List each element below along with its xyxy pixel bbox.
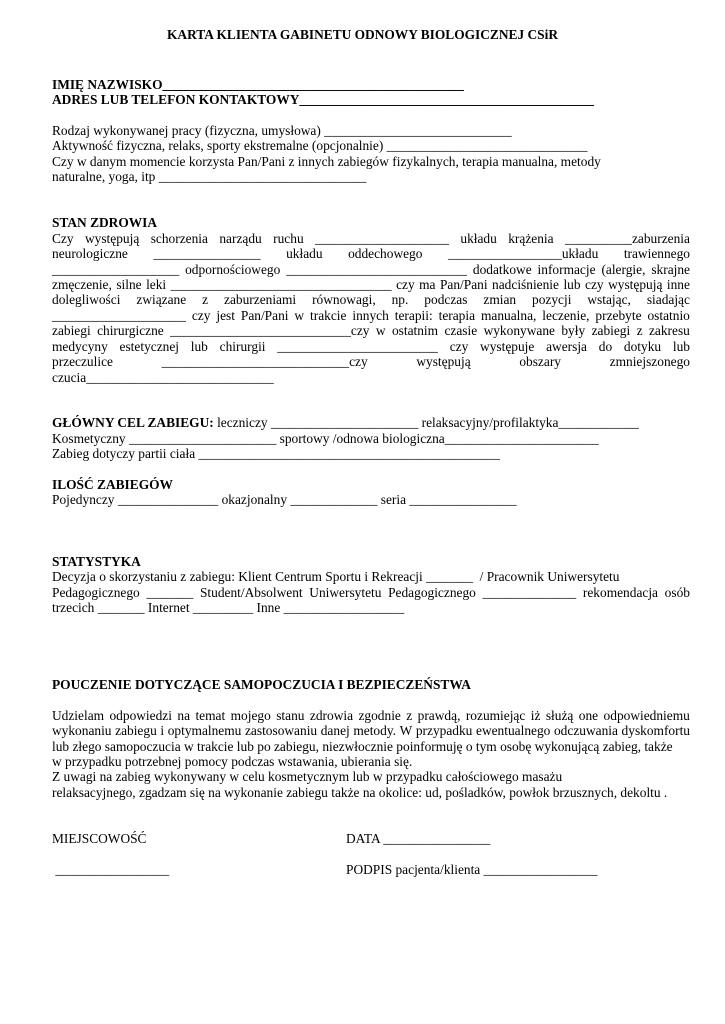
client-contact-line: ADRES LUB TELEFON KONTAKTOWY____________________________________________ [52,92,594,107]
health-word: pozycji [532,292,572,307]
health-word: wykonywane [483,323,555,338]
health-word: w [294,308,305,323]
health-word: czasie [444,323,478,338]
health-line [52,277,690,292]
health-word: leczenie, [542,308,590,323]
health-word: narządu [219,231,262,246]
health-word: dodatkowe [472,262,532,277]
health-word: przeczulice [52,354,113,369]
health-heading: STAN ZDROWIA [52,215,158,230]
safety-word: zgodnie [358,708,401,723]
stats-line-1: Decyzja o skorzystaniu z zabiegu: Klient Centrum Sportu i Rekreacji _______ / Pracownik Uniwersytetu [52,569,620,584]
health-word: czy [396,277,415,292]
health-word: były [561,323,586,338]
health-line [52,292,690,307]
health-word: ma [419,277,436,292]
safety-word: metody. [353,723,396,738]
health-word: jest [216,308,235,323]
health-word: Pan/Pani [240,308,289,323]
goal-heading: GŁÓWNY CEL ZABIEGU: [52,415,214,430]
health-word: estetycznej [119,339,180,354]
health-word: zmęczenie, [52,277,112,292]
place-label: MIEJSCOWOŚĆ [52,831,147,846]
health-word: awersja [546,339,587,354]
health-word: odpornościowego [185,262,281,277]
goal-line-3: Zabieg dotyczy partii ciała _____________________________________________ [52,446,500,461]
health-word: lub [190,339,208,354]
health-word: neurologiczne [52,246,128,261]
health-line [52,339,690,354]
health-word: obszary [519,354,561,369]
health-word: wstając, [587,292,631,307]
safety-line-6: relaksacyjnego, zgadzam się na wykonanie zabiegu także na okolice: ud, pośladków, powłok brzusznych, dekoltu . [52,785,668,800]
health-word: zmniejszonego [609,354,690,369]
safety-line [52,723,690,738]
safety-word: zdrowia [309,708,354,723]
stats-word: rekomendacja [582,585,658,600]
safety-word: rozumiejąc [465,708,526,723]
safety-word: służą [545,708,574,723]
safety-word: one [578,708,599,723]
health-word: zakresu [648,323,690,338]
health-word: innych [352,308,389,323]
safety-word: iż [530,708,541,723]
stats-line-2-text [52,585,690,600]
health-word: występują [608,277,663,292]
health-word: ostatnio [647,308,690,323]
health-word: schorzenia [150,231,208,246]
safety-word: odczuwania [553,723,618,738]
stats-word: ______________ [482,585,577,600]
safety-word: na [177,708,191,723]
safety-word: zastosowaniu [244,723,318,738]
health-word: układu [286,246,323,261]
health-word: oddechowego [348,246,423,261]
health-word: leki [146,277,167,292]
health-word: krążenia [508,231,554,246]
health-line [52,262,690,277]
health-word: skrajne [651,262,690,277]
health-word: ruchu [273,231,304,246]
safety-word: wykonaniu [52,723,112,738]
health-word: ____________________ [52,308,186,323]
health-word: związane [136,292,187,307]
health-word: nadciśnienie [492,277,559,292]
health-word: do [598,339,613,354]
health-word: manualna, [480,308,537,323]
health-word: występują [84,231,140,246]
health-word: ________________ [153,246,261,261]
stats-word: Student/Absolwent [199,585,303,600]
health-word: zmian [483,292,517,307]
safety-word: odpowiedzi [109,708,172,723]
health-word: ___________________ [52,262,180,277]
health-word: czy [449,339,469,354]
document-title: KARTA KLIENTA GABINETU ODNOWY BIOLOGICZNEJ CSiR [166,27,559,42]
health-line [52,231,690,246]
goal-line-1 [52,415,639,430]
health-word: w [375,323,386,338]
safety-line [52,708,690,723]
health-word: _________________układu [448,246,599,261]
health-word: przebyte [595,308,642,323]
health-line [52,246,690,261]
health-word: z [202,292,209,307]
safety-word: stanu [276,708,305,723]
health-word: równowagi, [312,292,376,307]
safety-word: ewentualnego [476,723,551,738]
safety-word: dyskomfortu [621,723,690,738]
health-word: lub [563,277,581,292]
physical-activity-line: Aktywność fizyczna, relaks, sporty ekstremalne (opcjonalnie) ______________________________ [52,138,588,153]
stats-word: Pedagogicznego [52,585,140,600]
other-treatments-line: Czy w danym momencie korzysta Pan/Pani z innych zabiegów fizykalnych, terapia manualna, metody [52,154,601,169]
health-word: występuje [480,339,535,354]
health-word: ________________________ [277,339,438,354]
safety-word: Udzielam [52,708,105,723]
place-line: _________________ [52,862,170,877]
goal-line-2: Kosmetyczny ______________________ sportowy /odnowa biologiczna_______________________ [52,431,599,446]
health-word: ___________________________czy [170,323,370,338]
health-word: medycyny [52,339,108,354]
health-word: z [636,323,643,338]
health-word: ____________________________czy [161,354,368,369]
stats-word: Pedagogicznego [388,585,476,600]
health-word: (alergie, [601,262,646,277]
health-line [52,308,690,323]
health-word: terapia [438,308,476,323]
health-word: __________zaburzenia [565,231,690,246]
client-name-line: IMIĘ NAZWISKO_____________________________________________ [52,77,464,92]
count-heading: ILOŚĆ ZABIEGÓW [52,477,173,492]
health-word: dolegliwości [52,292,121,307]
stats-word: Uniwersytetu [309,585,382,600]
health-word: chirurgii [219,339,266,354]
count-line: Pojedynczy _______________ okazjonalny _____________ seria ________________ [52,492,517,507]
health-word: lub [672,339,690,354]
health-word: ____________________ [315,231,449,246]
safety-word: temat [195,708,226,723]
health-word: siadając [646,292,690,307]
health-word: informacje [537,262,596,277]
health-word: trawiennego [623,246,690,261]
health-word: zabiegi [52,323,91,338]
health-word: Czy [52,231,74,246]
health-word: Pan/Pani [439,277,488,292]
safety-word: zabiegu [115,723,157,738]
health-word: trakcie [310,308,347,323]
health-word: ostatnim [391,323,439,338]
health-word: np. [391,292,409,307]
health-word: inne [666,277,690,292]
safety-line-5: Z uwagi na zabieg wykonywany w celu kosmetycznym lub w przypadku całościowego masażu [52,769,563,784]
stats-line-3: trzecich _______ Internet _________ Inne __________________ [52,600,405,615]
health-last-line: czucia____________________________ [52,370,274,385]
health-word: chirurgiczne [97,323,164,338]
health-line [52,354,690,369]
health-word: _________________________________ [170,277,392,292]
signature-label: PODPIS pacjenta/klienta _________________ [346,862,598,877]
safety-word: prawdą, [417,708,461,723]
stats-word: _______ [146,585,194,600]
safety-word: z [406,708,413,723]
safety-word: danej [320,723,350,738]
safety-word: mojego [230,708,271,723]
safety-word: W [399,723,413,738]
health-word: dotyku [623,339,662,354]
health-word: czy [191,308,211,323]
health-word: terapii: [394,308,433,323]
health-word: czy [585,277,604,292]
safety-line-3: lub złego samopoczucia w trakcie lub po zabiegu, niezwłocznie poinformuję o tym osobę wykonującą zabieg, także [52,739,673,754]
health-line [52,323,690,338]
health-word: zaburzeniami [224,292,297,307]
safety-word: odpowiedniemu [603,708,690,723]
health-word: występują [416,354,471,369]
safety-line-4: w przypadku potrzebnej pomocy podczas wstawania, ubierania się. [52,754,413,769]
health-word: układu [460,231,497,246]
health-word: ___________________________ [286,262,467,277]
health-word: silne [116,277,142,292]
goal-line-1-text: leczniczy ______________________ relaksacyjny/profilaktyka____________ [213,415,639,430]
stats-word: osób [664,585,690,600]
safety-word: optymalnemu [167,723,242,738]
date-label: DATA ________________ [346,831,491,846]
other-treatments-line-2: naturalne, yoga, itp _______________________________ [52,169,367,184]
safety-word: przypadku [415,723,473,738]
safety-word: i [160,723,165,738]
work-type-line: Rodzaj wykonywanej pracy (fizyczna, umysłowa) ____________________________ [52,123,512,138]
health-word: podczas [424,292,468,307]
health-word: zabiegi [591,323,631,338]
safety-heading: POUCZENIE DOTYCZĄCE SAMOPOCZUCIA I BEZPIECZEŃSTWA [52,677,471,692]
stats-heading: STATYSTYKA [52,554,141,569]
